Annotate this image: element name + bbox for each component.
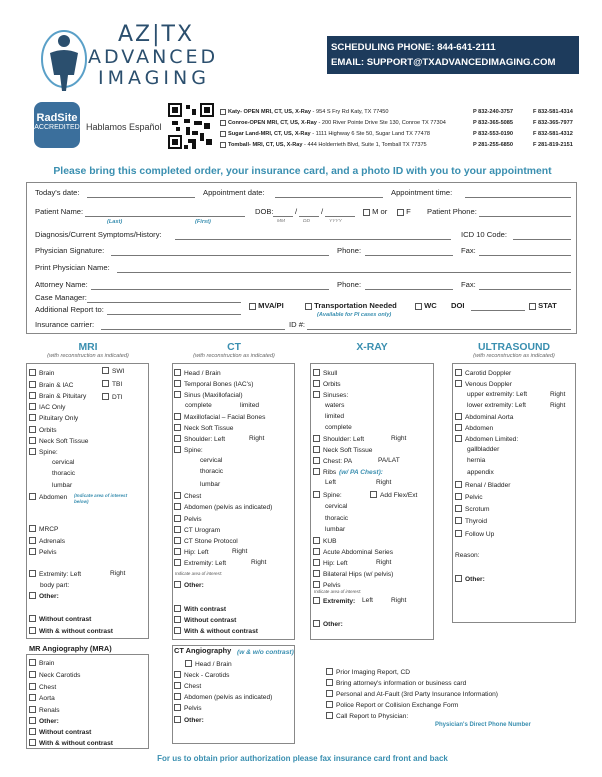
support-email[interactable]: EMAIL: SUPPORT@TXADVANCEDIMAGING.COM: [331, 57, 556, 68]
cta-note: (w & w/o contrast): [237, 649, 294, 656]
xray-skull[interactable]: Skull: [313, 369, 337, 378]
us-abdomen-limited[interactable]: Abdomen Limited:: [455, 435, 518, 444]
brand-advanced: ADVANCED: [88, 46, 219, 68]
us-follow-up[interactable]: Follow Up: [455, 530, 494, 539]
appt-time-field[interactable]: [465, 197, 571, 198]
checkbox[interactable]: [174, 605, 181, 612]
us-subheader: (with reconstruction as indicated): [473, 353, 555, 359]
mm-hint: MM: [277, 219, 285, 224]
us-upper: upper extremity: Left: [467, 391, 528, 398]
ct-abdomen[interactable]: Abdomen (pelvis as indicated): [174, 503, 272, 512]
diagnosis-field[interactable]: [175, 239, 451, 240]
yyyy-hint: YYYY: [329, 219, 342, 224]
mra-without-contrast[interactable]: Without contrast: [29, 728, 91, 737]
print-physician-label: Print Physician Name:: [35, 263, 110, 272]
us-pelvic[interactable]: Pelvic: [455, 493, 483, 502]
xray-complete: complete: [325, 424, 352, 431]
checkbox[interactable]: [455, 435, 462, 442]
xray-header: X-RAY: [356, 342, 388, 353]
mri-tbi[interactable]: TBI: [102, 380, 122, 389]
checkbox[interactable]: [313, 597, 320, 604]
checkbox[interactable]: [29, 381, 36, 388]
ct-other[interactable]: Other:: [174, 581, 204, 590]
checkbox[interactable]: [29, 493, 36, 500]
checkbox[interactable]: [174, 616, 181, 623]
checkbox[interactable]: [29, 683, 36, 690]
location-row[interactable]: Conroe-OPEN MRI, CT, US, X-Ray - 200 River Pointe Drive Ste 130, Conroe TX 77304 P 832-365-5085 F 832-365-7977: [220, 118, 582, 129]
mri-cervical: cervical: [52, 459, 75, 466]
physician-signature-field[interactable]: [111, 255, 329, 256]
checkbox[interactable]: [174, 559, 181, 566]
us-hernia: hernia: [467, 457, 486, 464]
xray-pelvis[interactable]: Pelvis: [313, 581, 341, 590]
dob-slash-2: /: [321, 207, 324, 216]
mri-spine[interactable]: Spine:: [29, 448, 58, 457]
physician-phone-hint: Physician's Direct Phone Number: [435, 722, 531, 728]
xray-flex-ext[interactable]: Add Flex/Ext: [370, 491, 417, 500]
checkbox[interactable]: [370, 491, 377, 498]
checkbox[interactable]: [326, 690, 333, 697]
checkbox[interactable]: [29, 437, 36, 444]
checkbox[interactable]: [29, 403, 36, 410]
checkbox[interactable]: [29, 426, 36, 433]
xray-spine[interactable]: Spine:: [313, 491, 342, 500]
case-manager-field[interactable]: [87, 302, 241, 303]
checkbox[interactable]: [174, 369, 181, 376]
checkbox[interactable]: [29, 671, 36, 678]
checkbox[interactable]: [29, 392, 36, 399]
xray-neck[interactable]: Neck Soft Tissue: [313, 446, 372, 455]
xray-shoulder-right: Right: [391, 435, 407, 442]
location-row[interactable]: Sugar Land-MRI, CT, US, X-Ray - 1111 Highway 6 Ste 50, Sugar Land TX 77478 P 832-553-0190 F 832-581-4312: [220, 129, 582, 140]
checkbox[interactable]: [29, 694, 36, 701]
checkbox[interactable]: [313, 446, 320, 453]
checkbox[interactable]: [29, 369, 36, 376]
ct-header: CT: [227, 342, 241, 353]
checkbox[interactable]: [313, 380, 320, 387]
icd-label: ICD 10 Code:: [461, 230, 508, 239]
checkbox[interactable]: [174, 446, 181, 453]
checkbox[interactable]: [313, 581, 320, 588]
us-appendix: appendix: [467, 469, 494, 476]
checkbox[interactable]: [174, 682, 181, 689]
extra-call-report[interactable]: Call Report to Physician:: [326, 712, 408, 721]
mri-adrenals[interactable]: Adrenals: [29, 537, 65, 546]
xray-ribs-left: Left: [325, 479, 336, 486]
ct-maxillofacial[interactable]: Maxillofacial – Facial Bones: [174, 413, 265, 422]
xray-sinuses[interactable]: Sinuses:: [313, 391, 348, 400]
xray-extremity[interactable]: Extremity:: [313, 597, 355, 606]
mri-with-without-contrast[interactable]: With & without contrast: [29, 627, 113, 636]
additional-report-label: Additional Report to:: [35, 305, 104, 314]
mra-brain[interactable]: Brain: [29, 659, 54, 668]
checkbox[interactable]: [29, 739, 36, 746]
checkbox[interactable]: [174, 581, 181, 588]
case-manager-label: Case Manager:: [35, 293, 87, 302]
ct-lumbar: lumbar: [200, 481, 221, 488]
checkbox[interactable]: [174, 716, 181, 723]
patient-name-field[interactable]: [85, 216, 245, 217]
checkbox[interactable]: [313, 548, 320, 555]
checkbox[interactable]: [185, 660, 192, 667]
extra-attorney-info[interactable]: Bring attorney's information or business card: [326, 679, 466, 688]
dob-dd[interactable]: [299, 216, 319, 217]
checkbox[interactable]: [313, 570, 320, 577]
checkbox[interactable]: [29, 717, 36, 724]
checkbox[interactable]: [313, 620, 320, 627]
mri-extremity-right: Right: [110, 570, 126, 577]
checkbox[interactable]: [174, 515, 181, 522]
insurance-field[interactable]: [101, 329, 285, 330]
checkbox[interactable]: [29, 414, 36, 421]
mra-other[interactable]: Other:: [29, 717, 59, 726]
physician-signature-label: Physician Signature:: [35, 246, 105, 255]
today-field[interactable]: [87, 197, 195, 198]
mri-header: MRI: [78, 342, 98, 353]
checkbox[interactable]: [326, 701, 333, 708]
qr-code: [168, 103, 214, 149]
us-gallbladder: gallbladder: [467, 446, 500, 453]
checkbox[interactable]: [174, 537, 181, 544]
patient-phone-field[interactable]: [479, 216, 571, 217]
wc-checkbox[interactable]: WC: [415, 301, 437, 310]
mra-aorta[interactable]: Aorta: [29, 694, 55, 703]
sex-f[interactable]: F: [397, 207, 411, 216]
phys-fax-label: Fax:: [461, 246, 476, 255]
checkbox[interactable]: [174, 413, 181, 420]
xray-ribs[interactable]: Ribs: [313, 468, 336, 477]
mri-pituitary-only[interactable]: Pituitary Only: [29, 414, 78, 423]
checkbox[interactable]: [313, 559, 320, 566]
doi-label: DOI: [451, 301, 465, 310]
checkbox[interactable]: [29, 525, 36, 532]
us-lower-right: Right: [550, 402, 566, 409]
us-renal[interactable]: Renal / Bladder: [455, 481, 510, 490]
checkbox[interactable]: [29, 548, 36, 555]
checkbox[interactable]: [29, 706, 36, 713]
checkbox[interactable]: [326, 679, 333, 686]
ct-extremity[interactable]: Extremity: Left: [174, 559, 226, 568]
ct-thoracic: thoracic: [200, 468, 224, 475]
location-checkbox[interactable]: [220, 120, 226, 126]
mri-brain-iac[interactable]: Brain & IAC: [29, 381, 73, 390]
xray-area-note: Indicate area of interest:: [314, 589, 362, 594]
mri-pelvis[interactable]: Pelvis: [29, 548, 57, 557]
ct-with-contrast[interactable]: With contrast: [174, 605, 226, 614]
available-note: (Available for PI cases only): [317, 312, 392, 318]
us-upper-right: Right: [550, 391, 566, 398]
mri-swi[interactable]: SWI: [102, 367, 124, 376]
mva-checkbox[interactable]: MVA/PI: [249, 301, 284, 310]
location-checkbox[interactable]: [220, 131, 226, 137]
mra-title: MR Angiography (MRA): [29, 644, 112, 653]
checkbox[interactable]: [29, 570, 36, 577]
brand-imaging: IMAGING: [98, 67, 210, 89]
checkbox[interactable]: [313, 468, 320, 475]
extra-personal-fault[interactable]: Personal and At-Fault (3rd Party Insurance Information): [326, 690, 498, 699]
checkbox[interactable]: [174, 503, 181, 510]
extra-prior-report[interactable]: Prior Imaging Report, CD: [326, 668, 410, 677]
ct-shoulder[interactable]: Shoulder: Left: [174, 435, 225, 444]
checkbox[interactable]: [29, 627, 36, 634]
mri-abdomen-note: (Indicate area of interest below): [74, 493, 128, 504]
checkbox[interactable]: [174, 391, 181, 398]
attorney-fax-label: Fax:: [461, 280, 476, 289]
ct-neck[interactable]: Neck Soft Tissue: [174, 424, 233, 433]
ct-hip-right: Right: [232, 548, 248, 555]
dob-slash: /: [295, 207, 298, 216]
banner-instructions: Please bring this completed order, your insurance card, and a photo ID with you to your appointment: [53, 166, 552, 177]
footer-note: For us to obtain prior authorization please fax insurance card front and back: [157, 754, 448, 763]
checkbox[interactable]: [455, 424, 462, 431]
extra-police-report[interactable]: Police Report or Collision Exchange Form: [326, 701, 458, 710]
xray-hip-right: Right: [376, 559, 392, 566]
radsite-badge: RadSite ACCREDITED: [34, 102, 80, 148]
xray-pa-lat: PA/LAT: [378, 457, 400, 464]
mri-abdomen[interactable]: Abdomen: [29, 493, 67, 502]
checkbox[interactable]: [455, 517, 462, 524]
xray-shoulder[interactable]: Shoulder: Left: [313, 435, 364, 444]
icd-field[interactable]: [513, 239, 571, 240]
additional-report-field[interactable]: [107, 314, 241, 315]
ct-sinus[interactable]: Sinus (Maxillofacial): [174, 391, 243, 400]
ct-shoulder-right: Right: [249, 435, 265, 442]
phys-fax-field[interactable]: [479, 255, 571, 256]
checkbox[interactable]: [313, 369, 320, 376]
attorney-label: Attorney Name:: [35, 280, 88, 289]
ct-temporal[interactable]: Temporal Bones (IAC's): [174, 380, 253, 389]
stat-checkbox[interactable]: STAT: [529, 301, 557, 310]
xray-bilateral-hips[interactable]: Bilateral Hips (w/ pelvis): [313, 570, 393, 579]
phys-phone-field[interactable]: [365, 255, 453, 256]
cta-pelvis[interactable]: Pelvis: [174, 704, 202, 713]
checkbox[interactable]: [174, 627, 181, 634]
hablamos-espanol: Hablamos Español: [86, 122, 162, 132]
checkbox[interactable]: [29, 615, 36, 622]
mra-renals[interactable]: Renals: [29, 706, 60, 715]
attorney-field[interactable]: [91, 289, 329, 290]
xray-extremity-right: Right: [391, 597, 407, 604]
mra-with-without-contrast[interactable]: With & without contrast: [29, 739, 113, 748]
checkbox[interactable]: [313, 457, 320, 464]
patient-name-label: Patient Name:: [35, 207, 84, 216]
mri-brain-pituitary[interactable]: Brain & Pituitary: [29, 392, 86, 401]
print-physician-field[interactable]: [117, 272, 571, 273]
ct-area-note: Indicate area of interest:: [175, 571, 223, 576]
checkbox[interactable]: [174, 492, 181, 499]
dob-label: DOB:: [255, 207, 274, 216]
checkbox[interactable]: [313, 435, 320, 442]
ct-extremity-right: Right: [251, 559, 267, 566]
xray-other[interactable]: Other:: [313, 620, 343, 629]
attorney-phone-label: Phone:: [337, 280, 362, 289]
attorney-phone-field[interactable]: [365, 289, 453, 290]
xray-cervical: cervical: [325, 503, 348, 510]
brand-az-tx: AZ|TX: [118, 22, 195, 47]
location-checkbox[interactable]: [220, 142, 226, 148]
xray-thoracic: thoracic: [325, 515, 349, 522]
transport-checkbox[interactable]: Transportation Needed: [305, 301, 397, 310]
checkbox[interactable]: [29, 659, 36, 666]
ct-chest[interactable]: Chest: [174, 492, 201, 501]
checkbox[interactable]: [102, 393, 109, 400]
mri-orbits[interactable]: Orbits: [29, 426, 57, 435]
us-scrotum[interactable]: Scrotum: [455, 505, 490, 514]
xray-lumbar: lumbar: [325, 526, 346, 533]
ct-subheader: (with reconstruction as indicated): [193, 353, 275, 359]
ct-spine[interactable]: Spine:: [174, 446, 203, 455]
insurance-label: Insurance carrier:: [35, 320, 95, 329]
checkbox[interactable]: [313, 537, 320, 544]
us-aorta[interactable]: Abdominal Aorta: [455, 413, 513, 422]
diagnosis-label: Diagnosis/Current Symptoms/History:: [35, 230, 162, 239]
ct-cervical: cervical: [200, 457, 223, 464]
cta-title: CT Angiography: [174, 646, 232, 655]
today-label: Today's date:: [35, 188, 80, 197]
mra-neck[interactable]: Neck Carotids: [29, 671, 80, 680]
us-abdomen[interactable]: Abdomen: [455, 424, 493, 433]
xray-extremity-left: Left: [362, 597, 373, 604]
cta-head[interactable]: Head / Brain: [185, 660, 232, 669]
checkbox[interactable]: [174, 435, 181, 442]
appt-date-label: Appointment date:: [203, 188, 265, 197]
mri-without-contrast[interactable]: Without contrast: [29, 615, 91, 624]
ct-head[interactable]: Head / Brain: [174, 369, 221, 378]
checkbox[interactable]: [174, 693, 181, 700]
location-checkbox[interactable]: [220, 109, 226, 115]
us-other[interactable]: Other:: [455, 575, 485, 584]
ct-limited: limited: [240, 402, 260, 409]
checkbox[interactable]: [455, 505, 462, 512]
xray-orbits[interactable]: Orbits: [313, 380, 341, 389]
checkbox[interactable]: [174, 704, 181, 711]
checkbox[interactable]: [455, 481, 462, 488]
checkbox[interactable]: [174, 671, 181, 678]
ct-with-without-contrast[interactable]: With & without contrast: [174, 627, 258, 636]
us-thyroid[interactable]: Thyroid: [455, 517, 487, 526]
mri-lumbar: lumbar: [52, 482, 73, 489]
patient-info-form: [26, 182, 577, 334]
mri-iac-only[interactable]: IAC Only: [29, 403, 65, 412]
first-hint: (First): [195, 219, 211, 225]
checkbox[interactable]: [174, 424, 181, 431]
checkbox[interactable]: [455, 413, 462, 420]
ct-hip[interactable]: Hip: Left: [174, 548, 209, 557]
checkbox[interactable]: [455, 493, 462, 500]
contact-box: [327, 36, 579, 74]
mri-thoracic: thoracic: [52, 470, 76, 477]
xray-chest[interactable]: Chest: PA: [313, 457, 352, 466]
mri-mrcp[interactable]: MRCP: [29, 525, 58, 534]
phys-phone-label: Phone:: [337, 246, 362, 255]
checkbox[interactable]: [174, 548, 181, 555]
checkbox[interactable]: [29, 728, 36, 735]
doi-field[interactable]: [471, 310, 525, 311]
appt-time-label: Appointment time:: [391, 188, 453, 197]
id-label: ID #:: [289, 320, 306, 329]
checkbox[interactable]: [326, 668, 333, 675]
checkbox[interactable]: [102, 380, 109, 387]
checkbox[interactable]: [326, 712, 333, 719]
mri-brain[interactable]: Brain: [29, 369, 54, 378]
mri-extremity[interactable]: Extremity: Left: [29, 570, 81, 579]
checkbox[interactable]: [174, 526, 181, 533]
cta-abdomen[interactable]: Abdomen (pelvis as indicated): [174, 693, 272, 702]
locations-list: [220, 107, 582, 151]
checkbox[interactable]: [29, 448, 36, 455]
checkbox[interactable]: [174, 380, 181, 387]
mri-subheader: (with reconstruction as indicated): [47, 353, 129, 359]
patient-phone-label: Patient Phone:: [427, 207, 477, 216]
appt-date-field[interactable]: [275, 197, 383, 198]
xray-waters: waters: [325, 402, 345, 409]
xray-ribs-note: (w/ PA Chest):: [339, 469, 383, 476]
checkbox[interactable]: [455, 369, 462, 376]
checkbox[interactable]: [455, 575, 462, 582]
us-lower: lower extremity: Left: [467, 402, 526, 409]
us-header: ULTRASOUND: [478, 342, 550, 353]
checkbox[interactable]: [455, 380, 462, 387]
xray-ribs-right: Right: [376, 479, 392, 486]
attorney-fax-field[interactable]: [479, 289, 571, 290]
ct-pelvis[interactable]: Pelvis: [174, 515, 202, 524]
ct-without-contrast[interactable]: Without contrast: [174, 616, 236, 625]
ct-urogram[interactable]: CT Urogram: [174, 526, 220, 535]
cta-other[interactable]: Other:: [174, 716, 204, 725]
location-row[interactable]: Tomball- MRI, CT, US, X-Ray - 444 Holderrieth Blvd, Suite 1, Tomball TX 77375 P 281-255-6850 F 281-819-2151: [220, 140, 582, 151]
dd-hint: DD: [303, 219, 310, 224]
us-reason: Reason:: [455, 552, 480, 559]
dob-mm[interactable]: [273, 216, 293, 217]
cta-chest[interactable]: Chest: [174, 682, 201, 691]
ct-complete: complete: [185, 402, 212, 409]
us-venous[interactable]: Venous Doppler: [455, 380, 512, 389]
ct-stone[interactable]: CT Stone Protocol: [174, 537, 238, 546]
mri-other[interactable]: Other:: [29, 592, 59, 601]
mri-body-part: body part:: [40, 582, 70, 589]
us-carotid[interactable]: Carotid Doppler: [455, 369, 511, 378]
last-hint: (Last): [107, 219, 123, 225]
id-field[interactable]: [307, 329, 571, 330]
dob-yyyy[interactable]: [325, 216, 355, 217]
xray-limited: limited: [325, 413, 345, 420]
sex-m[interactable]: M or: [363, 207, 387, 216]
location-row[interactable]: Katy- OPEN MRI, CT, US, X-Ray - 954 S Fry Rd Katy, TX 77450 P 832-240-3757 F 832-581-4314: [220, 107, 582, 118]
mra-chest[interactable]: Chest: [29, 683, 56, 692]
xray-kub[interactable]: KUB: [313, 537, 337, 546]
mri-neck[interactable]: Neck Soft Tissue: [29, 437, 88, 446]
xray-abdomen[interactable]: Acute Abdominal Series: [313, 548, 393, 557]
scheduling-phone[interactable]: SCHEDULING PHONE: 844-641-2111: [331, 42, 496, 53]
checkbox[interactable]: [313, 391, 320, 398]
cta-neck[interactable]: Neck - Carotids: [174, 671, 229, 680]
checkbox[interactable]: [313, 491, 320, 498]
checkbox[interactable]: [29, 537, 36, 544]
mri-dti[interactable]: DTI: [102, 393, 123, 402]
checkbox[interactable]: [455, 530, 462, 537]
xray-hip[interactable]: Hip: Left: [313, 559, 348, 568]
checkbox[interactable]: [29, 592, 36, 599]
checkbox[interactable]: [102, 367, 109, 374]
